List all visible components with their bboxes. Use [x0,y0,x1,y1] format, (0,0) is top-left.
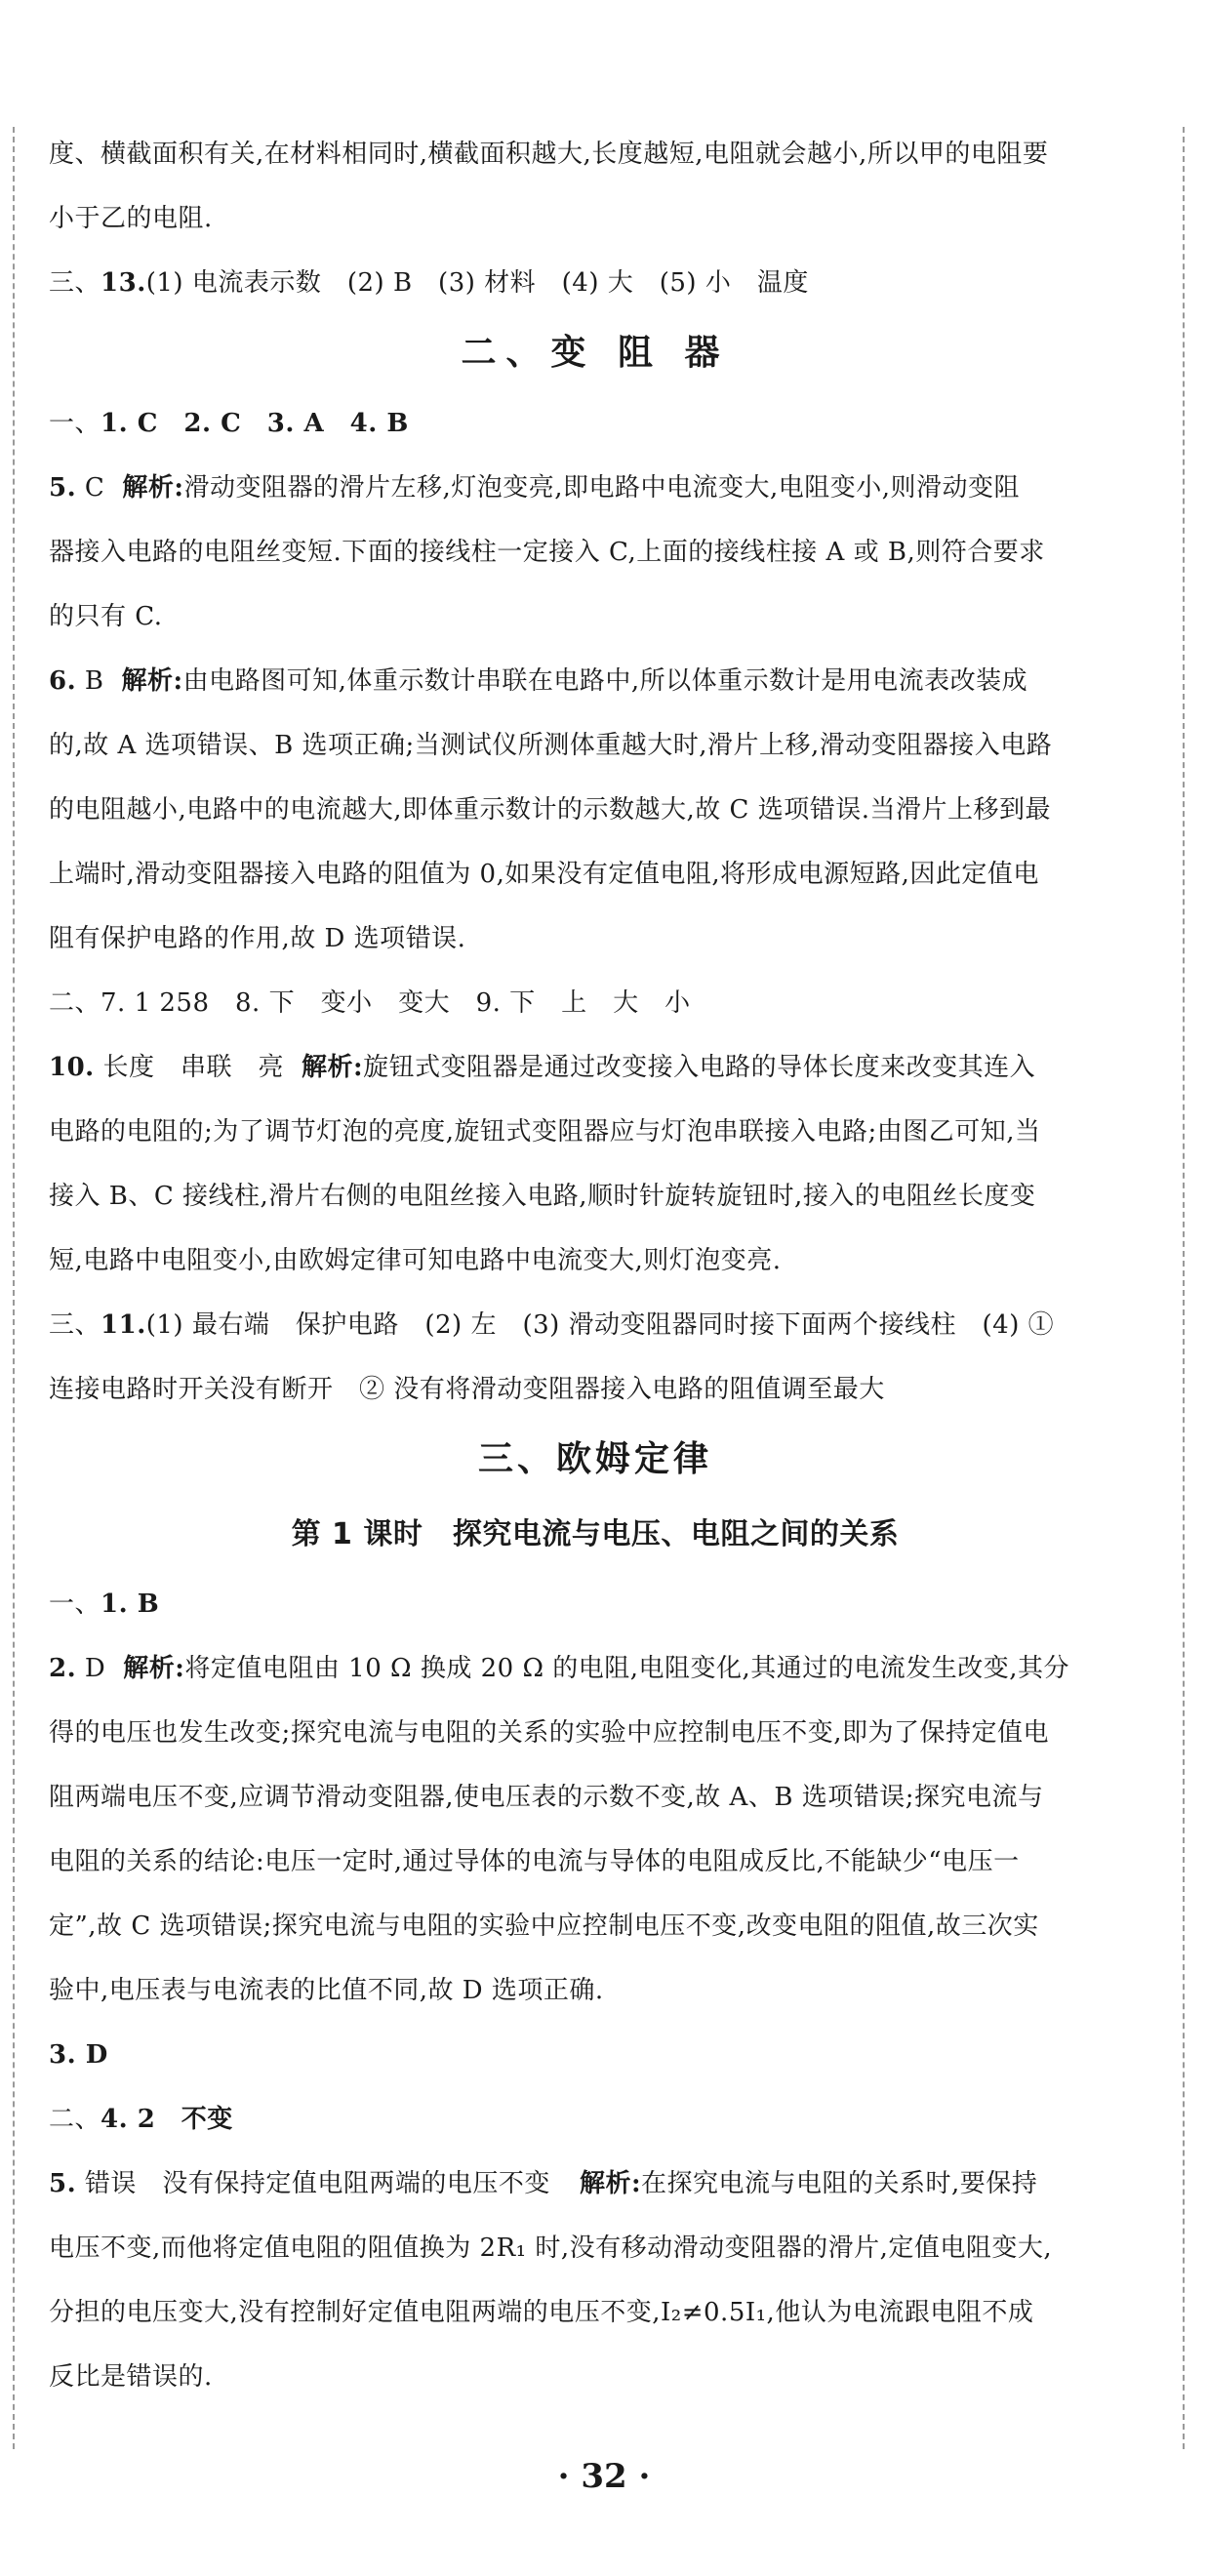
page-number: · 32 · [557,2457,651,2496]
item-text: 3. D [49,2040,108,2070]
text-line: 分担的电压变大,没有控制好定值电阻两端的电压不变,I₂≠0.5I₁,他认为电流跟电阻不成 [49,2298,1034,2327]
analysis-text: 在探究电流与电阻的关系时,要保持 [641,2169,1038,2198]
part-label: 一、 [49,409,101,438]
text-line: 的电阻越小,电路中的电流越大,即体重示数计的示数越大,故 C 选项错误.当滑片上移到最 [49,795,1051,825]
item-3 [49,2023,1142,2087]
analysis-text: 由电路图可知,体重示数计串联在电路中,所以体重示数计是用电流表改装成 [182,666,1028,696]
item-number: 5. [49,473,77,503]
item-13 [49,251,1142,315]
item-text: (1) 最右端 保护电路 (2) 左 (3) 滑动变阻器同时接下面两个接线柱 (4) ① [145,1310,1055,1340]
text-line: 短,电路中电阻变小,由欧姆定律可知电路中电流变大,则灯泡变亮. [49,1246,782,1275]
section-title-rheostat: 二、变 阻 器 [461,333,730,373]
item-number: 2. [49,1654,77,1683]
item-number: 11. [101,1310,146,1340]
text-line: 上端时,滑动变阻器接入电路的阻值为 0,如果没有定值电阻,将形成电源短路,因此定值电 [49,860,1039,889]
right-dashed-margin-line [1183,127,1185,2449]
answer: 长度 串联 亮 [102,1053,285,1082]
text-line: 定”,故 C 选项错误;探究电流与电阻的实验中应控制电压不变,改变电阻的阻值,故三次实 [49,1912,1039,1941]
analysis-label: 解析: [121,666,183,696]
item-6 [49,649,1142,713]
items-1-4 [49,391,1142,456]
text-line: 得的电压也发生改变;探究电流与电阻的关系的实验中应控制电压不变,即为了保持定值电 [49,1718,1050,1748]
text-line: 的只有 C. [49,602,163,631]
analysis-text: 旋钮式变阻器是通过改变接入电路的导体长度来改变其连入 [363,1053,1036,1082]
part-label: 三、 [49,268,101,298]
item-10 [49,1035,1142,1100]
text-line: 度、横截面积有关,在材料相同时,横截面积越大,长度越短,电阻就会越小,所以甲的电阻要 [49,140,1049,169]
item-number: 6. [49,666,77,696]
answer: B [84,666,104,696]
item-text: 7. 1 258 8. 下 变小 变大 9. 下 上 大 小 [101,988,691,1018]
part-label: 二、 [49,988,101,1018]
text-line: 小于乙的电阻. [49,204,213,233]
answer-content [49,122,1142,2409]
text-line: 电压不变,而他将定值电阻的阻值换为 2R₁ 时,没有移动滑动变阻器的滑片,定值电阻变大, [49,2234,1053,2263]
text-line: 阻两端电压不变,应调节滑动变阻器,使电压表的示数不变,故 A、B 选项错误;探究电流与 [49,1783,1044,1812]
part-label: 三、 [49,1310,101,1340]
answer: C [84,473,105,503]
item-2 [49,1636,1142,1701]
analysis-text: 将定值电阻由 10 Ω 换成 20 Ω 的电阻,电阻变化,其通过的电流发生改变,其分 [184,1654,1070,1683]
item-text: 1. B [101,1590,160,1619]
part-label: 二、 [49,2105,101,2134]
analysis-label: 解析: [579,2169,642,2198]
text-line: 器接入电路的电阻丝变短.下面的接线柱一定接入 C,上面的接线柱接 A 或 B,则符合要求 [49,538,1045,567]
text-line: 接入 B、C 接线柱,滑片右侧的电阻丝接入电路,顺时针旋转旋钮时,接入的电阻丝长度变 [49,1182,1036,1211]
lesson-title: 第 1 课时 探究电流与电压、电阻之间的关系 [291,1517,900,1551]
item-number: 10. [49,1053,95,1082]
item-5 [49,456,1142,520]
item-text: 1. C 2. C 3. A 4. B [101,409,409,438]
item-1 [49,1572,1142,1636]
item-5b [49,2152,1142,2216]
analysis-label: 解析: [123,1654,185,1683]
analysis-label: 解析: [302,1053,364,1082]
answer: D [84,1654,106,1683]
text-line: 电路的电阻的;为了调节灯泡的亮度,旋钮式变阻器应与灯泡串联接入电路;由图乙可知,当 [49,1117,1041,1147]
text-line: 连接电路时开关没有断开 ② 没有将滑动变阻器接入电路的阻值调至最大 [49,1375,885,1404]
part-label: 一、 [49,1590,101,1619]
text-line: 的,故 A 选项错误、B 选项正确;当测试仪所测体重越大时,滑片上移,滑动变阻器接入电路 [49,731,1053,760]
analysis-text: 滑动变阻器的滑片左移,灯泡变亮,即电路中电流变大,电阻变小,则滑动变阻 [183,473,1020,503]
answer: 错误 没有保持定值电阻两端的电压不变 [84,2169,550,2198]
item-4 [49,2087,1142,2152]
left-dashed-margin-line [13,127,15,2449]
item-11 [49,1293,1142,1357]
text-line: 阻有保护电路的作用,故 D 选项错误. [49,924,466,953]
items-7-9 [49,971,1142,1035]
item-text: 4. 2 不变 [101,2105,233,2134]
text-line: 反比是错误的. [49,2362,213,2392]
text-line: 验中,电压表与电流表的比值不同,故 D 选项正确. [49,1976,604,2005]
item-number: 13. [101,268,146,298]
analysis-label: 解析: [122,473,184,503]
text-line: 电阻的关系的结论:电压一定时,通过导体的电流与导体的电阻成反比,不能缺少“电压一 [49,1847,1020,1876]
item-text: (1) 电流表示数 (2) B (3) 材料 (4) 大 (5) 小 温度 [145,268,809,298]
item-number: 5. [49,2169,77,2198]
section-title-ohms-law: 三、欧姆定律 [477,1439,712,1479]
